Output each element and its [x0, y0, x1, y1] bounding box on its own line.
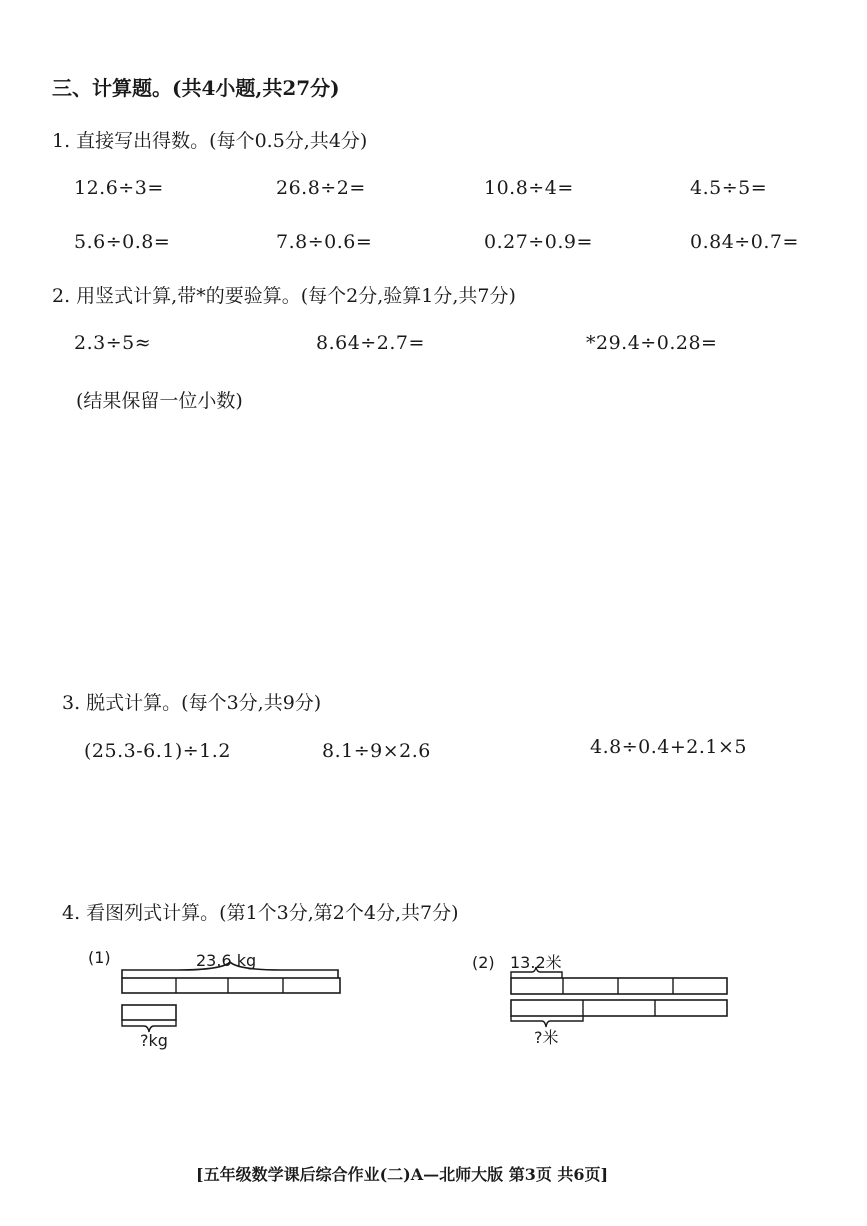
figure-2	[472, 953, 727, 1047]
q2-item: 2.3÷5≈	[74, 332, 152, 354]
q4-heading: 4. 看图列式计算。(第1个3分,第2个4分,共7分)	[62, 902, 459, 924]
figure-1-unknown-label: ?kg	[140, 1031, 168, 1050]
figure-2-bar-top	[511, 978, 727, 994]
figure-2-unknown-label: ?米	[534, 1028, 559, 1047]
q3-item: (25.3-6.1)÷1.2	[84, 740, 231, 762]
q1-item: 5.6÷0.8=	[74, 231, 171, 253]
q2-item: *29.4÷0.28=	[586, 332, 718, 354]
section-title: 三、计算题。(共4小题,共27分)	[52, 76, 340, 100]
q2-note: (结果保留一位小数)	[76, 390, 243, 412]
q3-item: 8.1÷9×2.6	[322, 740, 431, 762]
figure-2-bottom-brace	[511, 1016, 583, 1027]
figure-1-bar	[122, 978, 340, 993]
page-footer: [五年级数学课后综合作业(二)A—北师大版 第3页 共6页]	[196, 1165, 609, 1184]
q1-item: 26.8÷2=	[276, 177, 366, 199]
q3-item: 4.8÷0.4+2.1×5	[590, 736, 747, 758]
figure-2-tag: (2)	[472, 953, 495, 972]
q1-item: 4.5÷5=	[690, 177, 768, 199]
q2-item: 8.64÷2.7=	[316, 332, 425, 354]
q1-item: 0.84÷0.7=	[690, 231, 799, 253]
figure-1	[88, 948, 340, 1050]
q1-item: 7.8÷0.6=	[276, 231, 373, 253]
q3-heading: 3. 脱式计算。(每个3分,共9分)	[62, 692, 322, 714]
figure-1-part-bar	[122, 1005, 176, 1020]
figure-1-tag: (1)	[88, 948, 111, 967]
figure-2-bar-bottom	[511, 1000, 727, 1016]
q1-heading: 1. 直接写出得数。(每个0.5分,共4分)	[52, 130, 368, 152]
figure-2-given-label: 13.2米	[510, 953, 562, 972]
figure-1-total-label: 23.6 kg	[196, 951, 257, 970]
q1-item: 0.27÷0.9=	[484, 231, 593, 253]
q2-heading: 2. 用竖式计算,带*的要验算。(每个2分,验算1分,共7分)	[52, 285, 516, 307]
q1-item: 10.8÷4=	[484, 177, 574, 199]
q1-item: 12.6÷3=	[74, 177, 164, 199]
